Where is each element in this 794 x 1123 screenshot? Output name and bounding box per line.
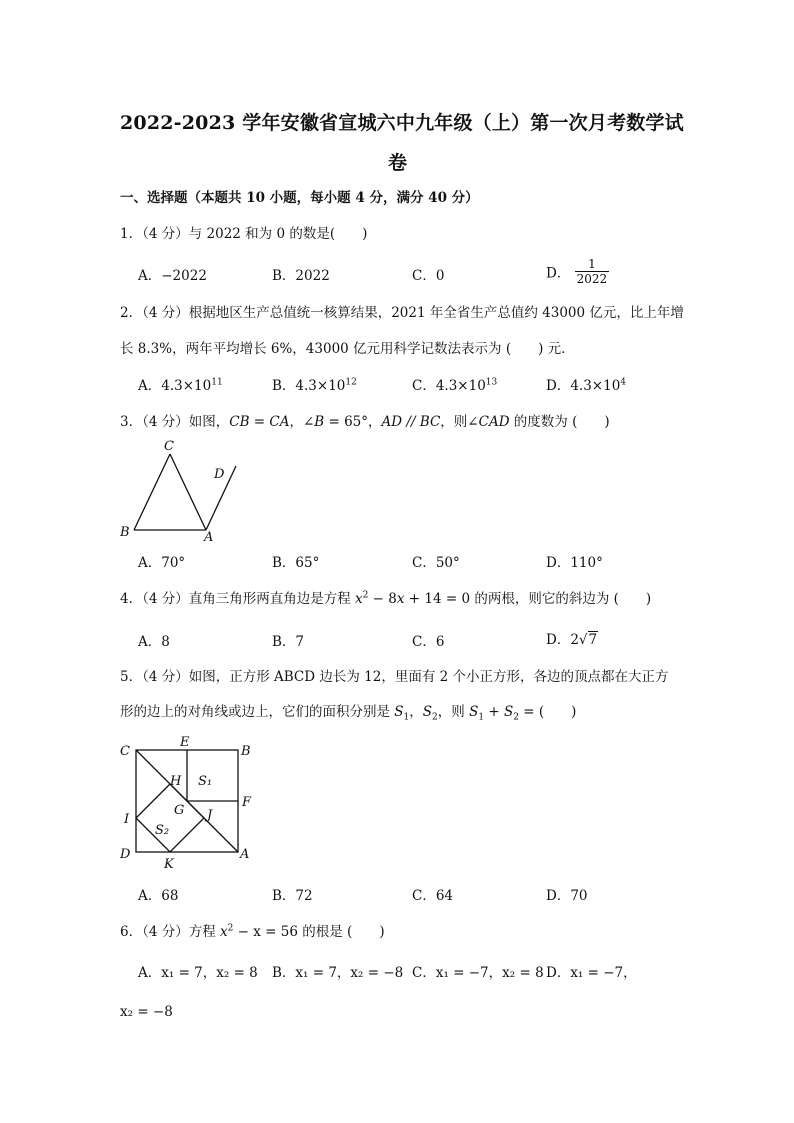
label-a: A (204, 530, 214, 545)
square-lines (136, 750, 238, 852)
q1-option-d (546, 257, 609, 286)
q2-option-a-exponent: 11 (211, 377, 223, 388)
q6-option-c: C．x₁ = −7，x₂ = 8 (412, 965, 544, 981)
question-2-line2: 长 8.3%，两年平均增长 6%，43000 亿元用科学记数法表示为 ( ) 元． (120, 341, 575, 357)
q6-stem-suffix: 的根是 ( ) (297, 924, 385, 940)
q4-option-a: A．8 (138, 634, 170, 650)
question-4-stem (120, 587, 651, 607)
page-title-line1: 2022-2023 学年安徽省宣城六中九年级（上）第一次月考数学试 (120, 112, 684, 134)
q3-stem-prefix: 3．（4 分）如图， (120, 414, 230, 430)
q5-option-b: B．72 (272, 888, 313, 904)
q5-s2-subscript: 2 (432, 712, 438, 723)
q1-option-c: C．0 (412, 268, 445, 284)
q4-eq-x: x (355, 591, 363, 607)
q2-option-d-base: D．4.3×10 (546, 378, 621, 394)
q1-option-d-label: D． (546, 265, 571, 282)
q3-option-c: C．50° (412, 555, 460, 571)
q3-angle-cad: CAD (478, 414, 510, 430)
page-title-line2: 卷 (388, 152, 408, 174)
q3-stem-then: ，则∠ (440, 414, 479, 430)
q4-option-d-radicand: 7 (588, 632, 598, 648)
q5-line2-prefix: 形的边上的对角线或边上，它们的面积分别是 (120, 704, 395, 720)
q5-s2-symbol: S (422, 704, 433, 720)
q4-stem-suffix: 的两根，则它的斜边为 ( ) (470, 591, 652, 607)
q2-option-c (412, 374, 497, 394)
q4-option-c: C．6 (412, 634, 445, 650)
question-6-stem (120, 920, 385, 940)
q2-option-d-exponent: 4 (620, 377, 627, 388)
q5-sum-s2-subscript: 2 (513, 712, 519, 723)
q5-option-c: C．64 (412, 888, 454, 904)
q6-option-d: D．x₁ = −7， (546, 965, 637, 981)
q1-option-b: B．2022 (272, 268, 330, 284)
label-j: J (207, 808, 213, 823)
question-1-stem: 1．（4 分）与 2022 和为 0 的数是( ) (120, 226, 368, 242)
q5-sum-s2-symbol: S (503, 704, 514, 720)
q3-option-a: A．70° (138, 555, 186, 571)
q2-option-b (272, 374, 357, 394)
label-g: G (174, 803, 185, 818)
q3-angle-b-value: = 65° (324, 414, 369, 430)
q4-option-b: B．7 (272, 634, 305, 650)
q5-option-a: A．68 (138, 888, 179, 904)
q5-line2-then: ，则 (437, 704, 470, 720)
q6-option-d-continued: x₂ = −8 (120, 1004, 173, 1020)
label-k: K (164, 857, 174, 872)
label-s1: S₁ (198, 774, 213, 789)
label-h: H (170, 774, 182, 789)
q5-sum-s1-symbol: S (469, 704, 479, 720)
q2-option-b-exponent: 12 (345, 377, 357, 388)
q6-option-a: A．x₁ = 7，x₂ = 8 (138, 965, 258, 981)
label-a: A (240, 847, 250, 862)
q3-triangle-figure (112, 438, 252, 546)
q5-s1-symbol: S (394, 704, 404, 720)
label-c: C (120, 744, 130, 759)
question-3-stem (120, 410, 610, 430)
q3-stem-suffix: 的度数为 ( ) (509, 414, 610, 430)
q5-line2-suffix: = ( ) (518, 704, 577, 720)
q2-option-c-exponent: 13 (485, 377, 498, 388)
q4-eq-x2: x (396, 591, 405, 607)
q2-option-d (546, 374, 626, 394)
label-i: I (124, 812, 130, 827)
q4-eq-tail: + 14 = 0 (404, 591, 471, 607)
q3-option-b: B．65° (272, 555, 320, 571)
q5-sum-s1-subscript: 1 (478, 712, 485, 723)
q4-eq-exponent: 2 (362, 590, 369, 601)
q2-option-a-base: A．4.3×10 (138, 378, 212, 394)
segment-bc (134, 454, 170, 530)
question-2-line1: 2．（4 分）根据地区生产总值统一核算结果，2021 年全省生产总值约 43000 亿元，比上年增 (120, 305, 684, 321)
q3-angle-b: B (314, 414, 325, 430)
label-f: F (242, 795, 252, 810)
question-5-line2 (120, 700, 576, 723)
q5-s1-subscript: 1 (403, 712, 410, 723)
label-e: E (180, 735, 190, 750)
q6-eq-rest: − x = 56 (233, 924, 298, 940)
q5-plus: + (484, 704, 504, 720)
q1-option-a: A．−2022 (138, 268, 207, 284)
label-d: D (120, 847, 131, 862)
section-heading: 一、选择题（本题共 10 小题，每小题 4 分，满分 40 分） (120, 190, 479, 206)
q4-stem-prefix: 4．（4 分）直角三角形两直角边是方程 (120, 591, 356, 607)
q3-option-d: D．110° (546, 555, 603, 571)
label-c: C (164, 439, 174, 454)
triangle-lines (134, 454, 236, 530)
q5-square-figure (112, 734, 262, 874)
q6-eq-x: x (220, 924, 228, 940)
q5-option-d: D．70 (546, 888, 588, 904)
q2-option-a (138, 374, 223, 394)
fraction-denominator: 2022 (576, 272, 608, 286)
q1-option-d-fraction (575, 257, 610, 286)
label-s2: S₂ (155, 823, 170, 838)
q3-condition-cb-ca: CB = CA (229, 414, 290, 430)
question-5-line1: 5．（4 分）如图，正方形 ABCD 边长为 12，里面有 2 个小正方形，各边的顶点都在大正方 (120, 669, 669, 685)
small-square-s1 (187, 750, 238, 801)
q3-separator-1: ，∠ (289, 414, 315, 430)
segment-ca (170, 454, 206, 530)
q6-option-b: B．x₁ = 7，x₂ = −8 (272, 965, 404, 981)
q2-option-c-base: C．4.3×10 (412, 378, 486, 394)
q5-separator: ， (409, 704, 423, 720)
q4-option-d-prefix: D．2 (546, 632, 579, 648)
fraction-numerator: 1 (575, 257, 610, 272)
label-b: B (120, 525, 130, 540)
label-b: B (241, 744, 251, 759)
small-square-s2 (136, 784, 204, 852)
q3-separator-2: ， (368, 414, 382, 430)
q4-option-d (546, 628, 598, 648)
q4-eq-minus-8: − 8 (368, 591, 397, 607)
sqrt-icon: √ (578, 632, 588, 648)
q6-stem-prefix: 6．（4 分）方程 (120, 924, 221, 940)
q2-option-b-base: B．4.3×10 (272, 378, 346, 394)
label-d: D (214, 467, 225, 482)
q3-condition-parallel: AD // BC (381, 414, 441, 430)
q6-eq-exponent: 2 (227, 923, 234, 934)
